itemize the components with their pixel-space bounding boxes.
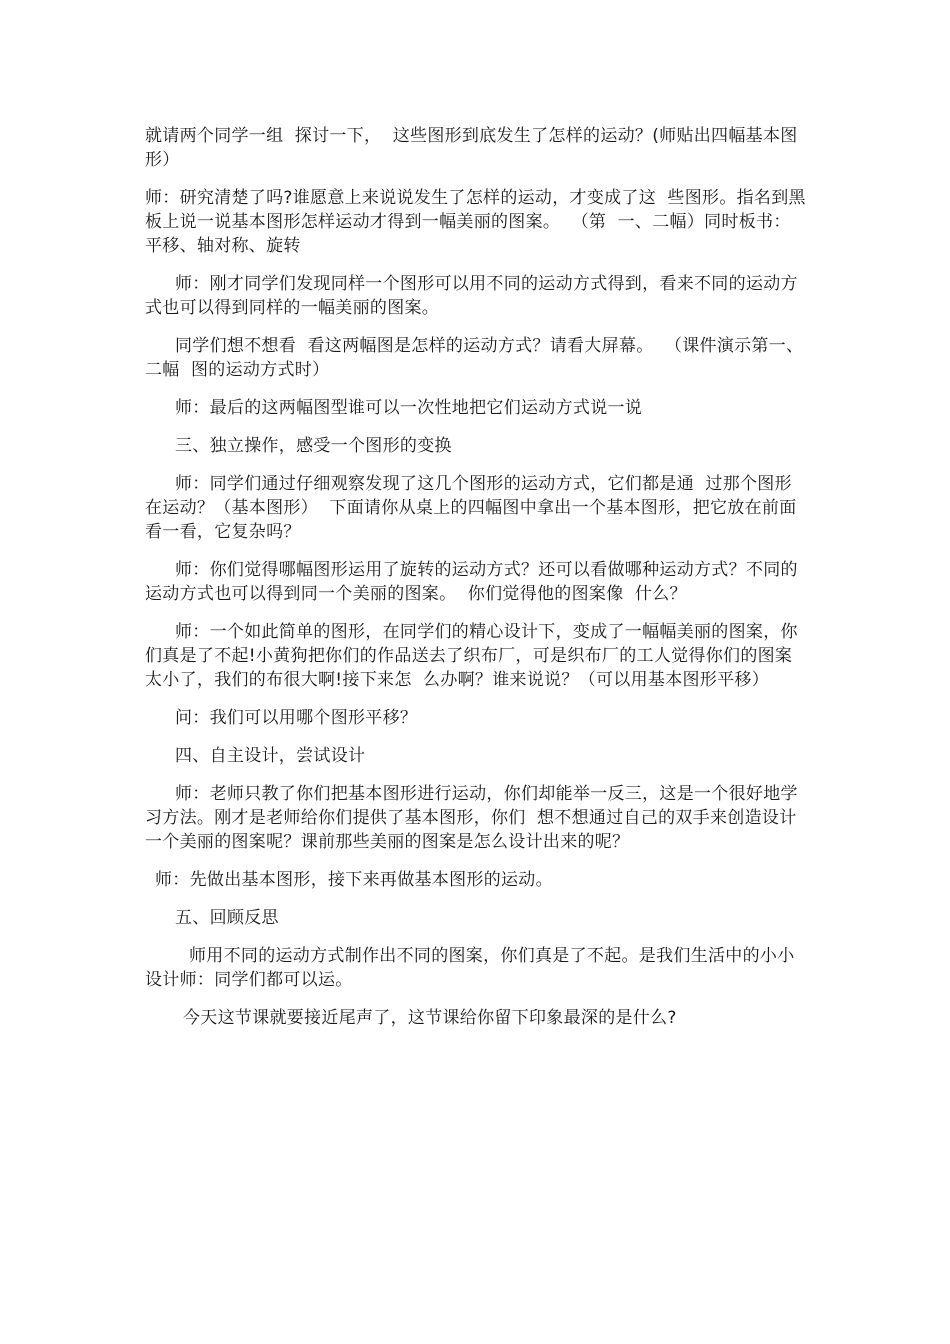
paragraph-teacher-question: 师：研究清楚了吗?谁愿意上来说说发生了怎样的运动，才变成了这 些图形。指名到黑板上说一说基本图形怎样运动才得到一幅美丽的图案。 （第 一、二幅）同时板书：平移、轴对称、旋转 bbox=[145, 188, 806, 256]
paragraph-big-screen: 同学们想不想看 看这两幅图是怎样的运动方式？请看大屏幕。 （课件演示第一、二幅 图的运动方式时） bbox=[145, 336, 804, 380]
paragraph-translation-question: 问：我们可以用哪个图形平移？ bbox=[175, 708, 418, 728]
paragraph-review: 师用不同的运动方式制作出不同的图案，你们真是了不起。是我们生活中的小小设计师：同学们都可以运。 bbox=[145, 946, 795, 990]
paragraph-group-discussion: 就请两个同学一组 探讨一下， 这些图形到底发生了怎样的运动？(师贴出四幅基本图形） bbox=[145, 126, 798, 170]
paragraph-weaving-factory: 师：一个如此简单的图形，在同学们的精心设计下，变成了一幅幅美丽的图案，你们真是了不起!小黄狗把你们的作品送去了织布厂，可是织布厂的工人觉得你们的图案太小了，我们的布很大啊!接下来怎 么办啊？谁来说说？（可以用基本图形平移） bbox=[145, 622, 798, 690]
paragraph-basic-figure: 师：同学们通过仔细观察发现了这几个图形的运动方式，它们都是通 过那个图形在运动？（基本图形） 下面请你从桌上的四幅图中拿出一个基本图形，把它放在前面看一看，它复杂吗？ bbox=[145, 474, 797, 542]
paragraph-teacher-observation: 师：刚才同学们发现同样一个图形可以用不同的运动方式得到，看来不同的运动方式也可以得到同样的一幅美丽的图案。 bbox=[145, 274, 798, 318]
section-heading-4: 四、自主设计，尝试设计 bbox=[175, 746, 366, 766]
paragraph-last-two-figures: 师：最后的这两幅图型谁可以一次性地把它们运动方式说一说 bbox=[175, 398, 643, 418]
section-heading-5: 五、回顾反思 bbox=[175, 908, 279, 928]
paragraph-rotation: 师：你们觉得哪幅图形运用了旋转的运动方式？还可以看做哪种运动方式？不同的运动方式也可以得到同一个美丽的图案。 你们觉得他的图案像 什么？ bbox=[145, 560, 798, 604]
paragraph-make-basic-figure: 师：先做出基本图形，接下来再做基本图形的运动。 bbox=[155, 870, 553, 890]
paragraph-design-own: 师：老师只教了你们把基本图形进行运动，你们却能举一反三，这是一个很好地学习方法。刚才是老师给你们提供了基本图形，你们 想不想通过自己的双手来创造设计一个美丽的图案呢？课前那些美丽的图案是怎么设计出来的呢？ bbox=[145, 784, 798, 852]
section-heading-3: 三、独立操作，感受一个图形的变换 bbox=[175, 436, 452, 456]
document-page bbox=[145, 124, 807, 1044]
paragraph-closing-question: 今天这节课就要接近尾声了，这节课给你留下印象最深的是什么? bbox=[183, 1008, 677, 1028]
